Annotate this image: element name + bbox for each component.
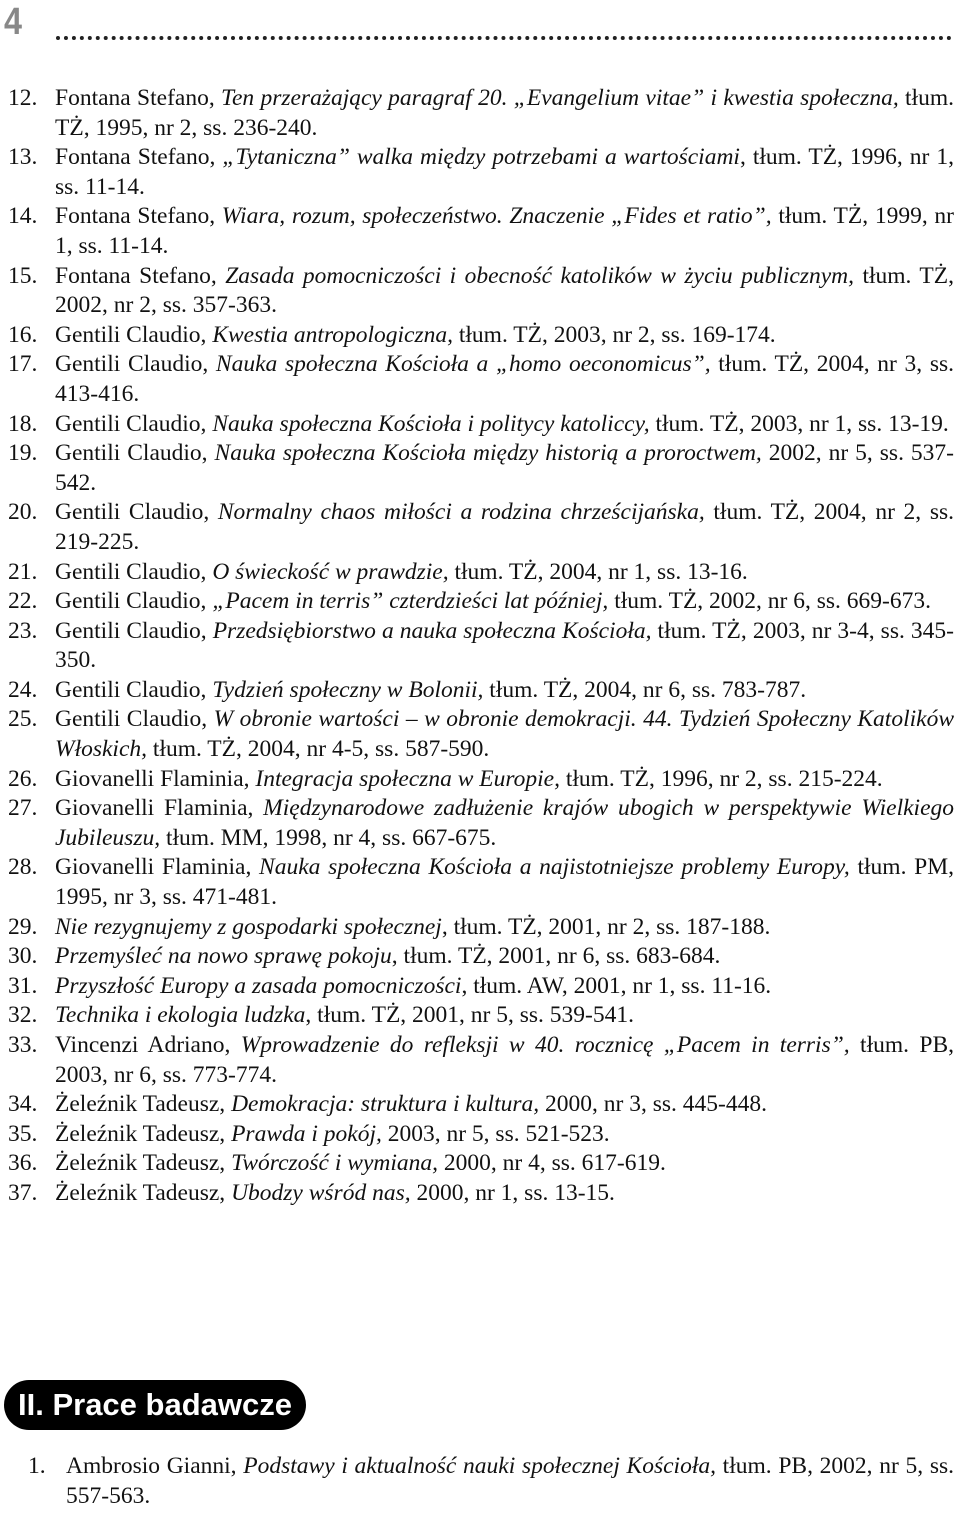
entry-author: Giovanelli Flaminia,	[55, 765, 256, 792]
entry-author: Gentili Claudio,	[55, 558, 213, 585]
entry-details: tłum. TŻ, 1999, nr 1, ss. 11-14.	[55, 203, 954, 259]
entry-details: tłum. MM, 1998, nr 4, ss. 667-675.	[160, 824, 497, 851]
entry-title: Ten przerażający paragraf 20. „Evangelium vitae” i kwestia społeczna,	[221, 85, 899, 111]
entry-details: , tłum. TŻ, 2001, nr 6, ss. 683-684.	[391, 943, 721, 970]
bibliography-entry	[8, 410, 954, 440]
entry-details: tłum. TŻ, 2004, nr 3, ss. 413-416.	[55, 351, 955, 407]
entry-number: 35.	[8, 1120, 38, 1147]
entry-title: Normalny chaos miłości a rodzina chrześcijańska,	[217, 499, 705, 526]
entry-title: Nauka społeczna Kościoła i politycy katoliccy,	[212, 410, 650, 437]
entry-details: , tłum. TŻ, 1996, nr 1, ss. 11-14.	[55, 144, 954, 200]
bibliography-entry	[8, 350, 954, 409]
entry-title: „Tytaniczna” walka między potrzebami a wartościami	[222, 144, 740, 171]
entry-title: Zasada pomocniczości i obecność katolików w życiu publicznym,	[225, 262, 855, 289]
entry-number: 26.	[8, 765, 38, 792]
entry-details: tłum. TŻ, 2004, nr 4-5, ss. 587-590.	[147, 736, 490, 763]
entry-number: 29.	[8, 913, 38, 940]
entry-title: Technika i ekologia ludzka	[55, 1002, 306, 1029]
section-heading: II. Prace badawcze	[4, 1380, 306, 1430]
entry-number: 15.	[8, 262, 38, 289]
entry-details: tłum. TŻ, 2004, nr 1, ss. 13-16.	[448, 558, 748, 585]
entry-number: 34.	[8, 1091, 38, 1118]
entry-title: Nie rezygnujemy z gospodarki społecznej	[55, 913, 442, 940]
entry-author: Gentili Claudio,	[55, 588, 213, 615]
entry-number: 32.	[8, 1002, 38, 1029]
entry-title: Międzynarodowe zadłużenie krajów ubogich w perspektywie Wielkiego Jubileuszu,	[55, 795, 954, 851]
entry-title: Demokracja: struktura i kultura,	[231, 1091, 540, 1118]
entry-author: Gentili Claudio,	[55, 410, 213, 437]
entry-number: 24.	[8, 676, 38, 703]
entry-title: Tydzień społeczny w Bolonii,	[212, 676, 484, 703]
entry-details: tłum. TŻ, 1995, nr 2, ss. 236-240.	[55, 85, 954, 141]
entry-details: tłum. TŻ, 2002, nr 2, ss. 357-363.	[55, 262, 954, 319]
bibliography-entry	[8, 794, 954, 853]
entry-number: 21.	[8, 558, 38, 585]
bibliography-entry	[8, 913, 954, 943]
entry-number: 22.	[8, 588, 38, 615]
bibliography-entry	[8, 676, 954, 706]
entry-author: Gentili Claudio,	[55, 706, 214, 733]
entry-title: Przedsiębiorstwo a nauka społeczna Kościoła,	[212, 617, 652, 644]
entry-number: 37.	[8, 1179, 38, 1206]
dotted-rule	[56, 32, 952, 40]
page-number: 4	[4, 1, 22, 43]
entry-number: 33.	[8, 1032, 38, 1058]
entry-details: tłum. PM, 1995, nr 3, ss. 471-481.	[55, 854, 954, 911]
entry-title: Nauka społeczna Kościoła a najistotniejsze problemy Europy,	[259, 854, 850, 881]
entry-number: 30.	[8, 943, 38, 970]
entry-title: Integracja społeczna w Europie,	[255, 765, 560, 792]
entry-title: „Pacem in terris” czterdzieści lat później,	[212, 588, 609, 615]
bibliography-entry	[8, 143, 954, 202]
entry-number: 13.	[8, 144, 38, 171]
entry-author: Żeleźnik Tadeusz,	[55, 1120, 232, 1147]
entry-details: 2003, nr 5, ss. 521-523.	[381, 1120, 610, 1147]
entry-author: Fontana Stefano,	[55, 85, 222, 111]
entry-title: Podstawy i aktualność nauki społecznej Kościoła,	[243, 1453, 716, 1479]
entry-details: tłum. PB, 2002, nr 5, ss. 557-563.	[66, 1453, 954, 1509]
bibliography-entry	[8, 439, 954, 498]
entry-details: tłum. TŻ, 2003, nr 2, ss. 169-174.	[452, 321, 776, 348]
entry-author: Fontana Stefano,	[55, 262, 226, 289]
entry-title: Prawda i pokój,	[231, 1120, 382, 1147]
bibliography-entry	[8, 1001, 954, 1031]
entry-details: tłum. TŻ, 1996, nr 2, ss. 215-224.	[559, 765, 883, 792]
entry-number: 19.	[8, 440, 38, 467]
entry-title: Przyszłość Europy a zasada pomocniczości	[55, 972, 462, 999]
entry-details: 2000, nr 4, ss. 617-619.	[438, 1150, 666, 1177]
entry-author: Giovanelli Flaminia,	[55, 795, 264, 822]
entry-author: Gentili Claudio,	[55, 440, 215, 467]
entry-number: 17.	[8, 351, 38, 378]
bibliography-entry	[8, 972, 954, 1002]
entry-author: Gentili Claudio,	[55, 617, 213, 644]
entry-details: 2002, nr 5, ss. 537-542.	[55, 440, 955, 496]
entry-author: Żeleźnik Tadeusz,	[55, 1091, 232, 1118]
bibliography-entry	[8, 1149, 954, 1179]
bibliography-entry	[8, 498, 954, 557]
bibliography-entry	[8, 558, 954, 588]
entry-author: Fontana Stefano,	[55, 203, 222, 230]
entry-number: 25.	[8, 706, 38, 733]
research-list	[28, 1452, 954, 1511]
bibliography-entry	[28, 1452, 954, 1511]
entry-title: Przemyśleć na nowo sprawę pokoju	[55, 943, 392, 970]
bibliography-entry	[8, 705, 954, 764]
bibliography-entry	[8, 942, 954, 972]
entry-title: Kwestia antropologiczna,	[212, 321, 453, 348]
entry-details: tłum. PB, 2003, nr 6, ss. 773-774.	[55, 1032, 954, 1088]
entry-author: Vincenzi Adriano,	[55, 1032, 241, 1058]
entry-title: Wiara, rozum, społeczeństwo. Znaczenie „Fides et ratio”,	[221, 203, 772, 230]
entry-title: O świeckość w prawdzie,	[212, 558, 449, 585]
bibliography-entry	[8, 1090, 954, 1120]
entry-author: Żeleźnik Tadeusz,	[55, 1179, 232, 1206]
entry-author: Gentili Claudio,	[55, 321, 213, 348]
bibliography-entry	[8, 765, 954, 795]
entry-number: 28.	[8, 854, 38, 881]
entry-title: Wprowadzenie do refleksji w 40. rocznicę „Pacem in terris”,	[240, 1032, 850, 1058]
entry-number: 14.	[8, 203, 38, 230]
entry-details: 2000, nr 1, ss. 13-15.	[410, 1179, 615, 1206]
entry-title: Twórczość i wymiana,	[231, 1150, 438, 1177]
bibliography-entry	[8, 84, 954, 143]
entry-details: 2000, nr 3, ss. 445-448.	[539, 1091, 767, 1118]
entry-title: Nauka społeczna Kościoła między historią a proroctwem,	[214, 440, 762, 467]
entry-author: Ambrosio Gianni,	[66, 1453, 244, 1479]
entry-number: 31.	[8, 972, 38, 999]
entry-number: 16.	[8, 321, 38, 348]
entry-title: W obronie wartości – w obronie demokracji. 44. Tydzień Społeczny Katolików Włoskich,	[55, 706, 954, 763]
entry-details: tłum. TŻ, 2002, nr 6, ss. 669-673.	[608, 588, 932, 615]
entry-author: Żeleźnik Tadeusz,	[55, 1150, 232, 1177]
entry-number: 23.	[8, 617, 38, 644]
bibliography-entry	[8, 202, 954, 261]
entry-title: Nauka społeczna Kościoła a „homo oeconomicus”,	[215, 351, 711, 378]
bibliography-entry	[8, 262, 954, 321]
entry-details: tłum. TŻ, 2004, nr 6, ss. 783-787.	[483, 676, 807, 703]
entry-number: 36.	[8, 1150, 38, 1177]
entry-author: Gentili Claudio,	[55, 351, 216, 378]
entry-details: , tłum. TŻ, 2001, nr 5, ss. 539-541.	[305, 1002, 634, 1029]
page-header	[0, 0, 960, 46]
entry-number: 12.	[8, 85, 38, 111]
bibliography-entry	[8, 1120, 954, 1150]
bibliography-entry	[8, 617, 954, 676]
entry-author: Gentili Claudio,	[55, 676, 213, 703]
entry-number: 1.	[28, 1453, 46, 1479]
entry-author: Giovanelli Flaminia,	[55, 854, 260, 881]
bibliography-entry	[8, 321, 954, 351]
bibliography-entry	[8, 1179, 954, 1209]
entry-author: Gentili Claudio,	[55, 499, 218, 526]
entry-number: 18.	[8, 410, 38, 437]
bibliography-entry	[8, 587, 954, 617]
entry-details: tłum. TŻ, 2004, nr 2, ss. 219-225.	[55, 499, 954, 555]
entry-details: , tłum. TŻ, 2001, nr 2, ss. 187-188.	[441, 913, 771, 940]
entry-author: Fontana Stefano,	[55, 144, 223, 171]
bibliography-entry	[8, 853, 954, 912]
entry-details: , tłum. AW, 2001, nr 1, ss. 11-16.	[461, 972, 772, 999]
bibliography-entry	[8, 1031, 954, 1090]
entry-number: 27.	[8, 795, 38, 822]
entry-title: Ubodzy wśród nas,	[231, 1179, 411, 1206]
entry-details: tłum. TŻ, 2003, nr 1, ss. 13-19.	[649, 410, 949, 437]
entry-details: tłum. TŻ, 2003, nr 3-4, ss. 345-350.	[55, 617, 954, 674]
entry-number: 20.	[8, 499, 38, 526]
bibliography-list	[8, 84, 954, 1209]
